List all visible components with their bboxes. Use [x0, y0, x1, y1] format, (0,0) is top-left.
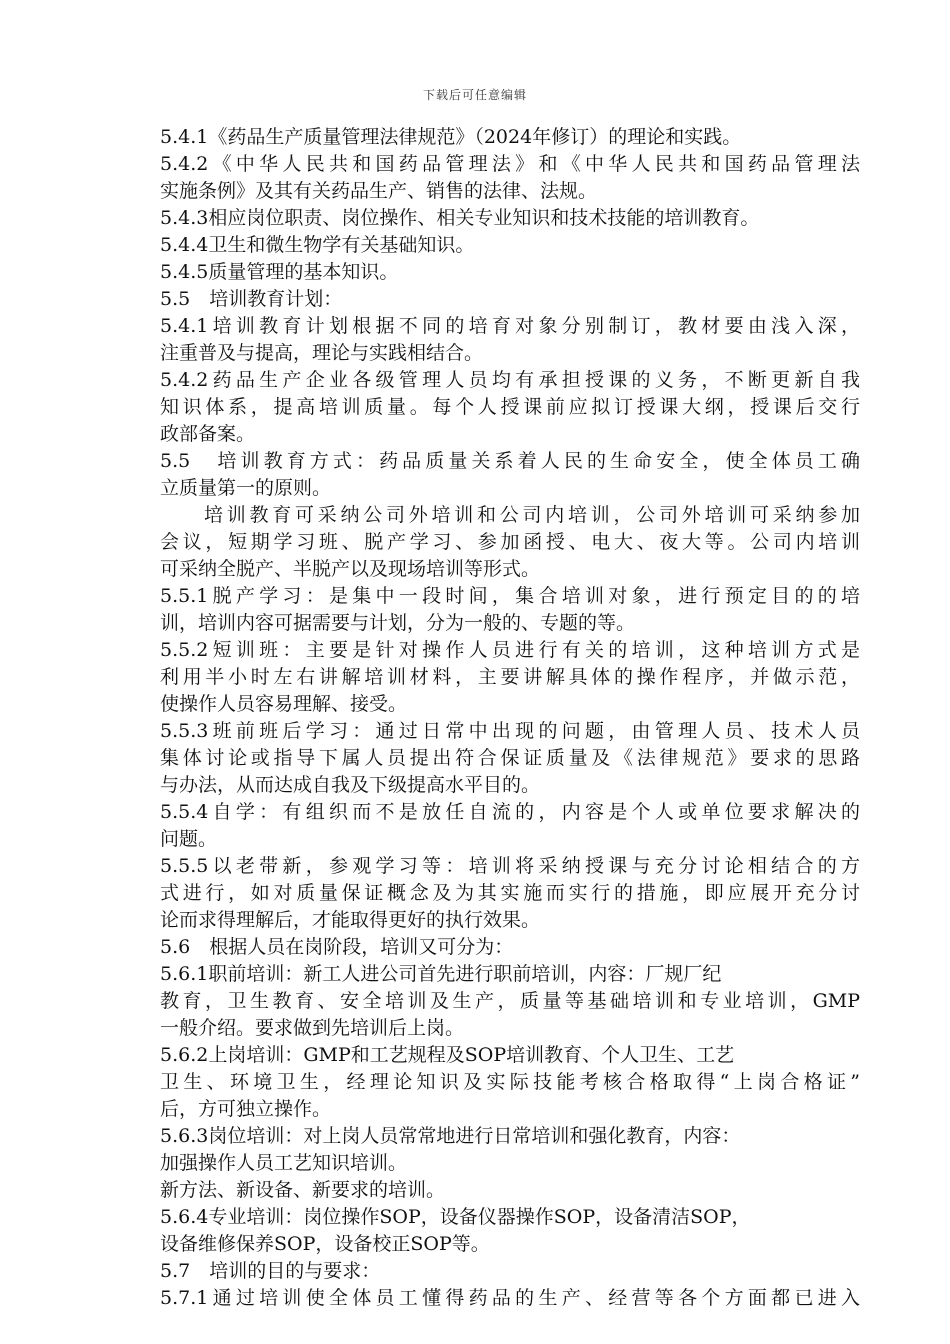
text-line: 卫生、环境卫生，经理论知识及实际技能考核合格取得“上岗合格证”: [160, 1071, 860, 1093]
text-line: 设备维修保养SOP，设备校正SOP等。: [160, 1233, 490, 1255]
text-line: 一般介绍。要求做到先培训后上岗。: [160, 1017, 465, 1039]
text-line: 5.6.2上岗培训：GMP和工艺规程及SOP培训教育、个人卫生、工艺: [160, 1044, 735, 1066]
text-line: 5.5.4自学：有组织而不是放任自流的，内容是个人或单位要求解决的: [160, 801, 860, 823]
text-line: 集体讨论或指导下属人员提出符合保证质量及《法律规范》要求的思路: [160, 747, 860, 769]
text-line: 5.6 根据人员在岗阶段，培训又可分为：: [160, 936, 514, 958]
text-line: 5.6.1职前培训：新工人进公司首先进行职前培训，内容：厂规厂纪: [160, 963, 722, 985]
text-line: 利用半小时左右讲解培训材料，主要讲解具体的操作程序，并做示范，: [160, 666, 860, 688]
text-line: 加强操作人员工艺知识培训。: [160, 1152, 408, 1174]
text-line: 后，方可独立操作。: [160, 1098, 332, 1120]
text-line: 5.4.3相应岗位职责、岗位操作、相关专业知识和技术技能的培训教育。: [160, 207, 760, 229]
text-line: 5.5.2短训班：主要是针对操作人员进行有关的培训，这种培训方式是: [160, 639, 860, 661]
text-line: 实施条例》及其有关药品生产、销售的法律、法规。: [160, 180, 598, 202]
text-line: 会议，短期学习班、脱产学习、参加函授、电大、夜大等。公司内培训: [160, 531, 860, 553]
text-line: 5.4.1《药品生产质量管理法律规范》（2024年修订）的理论和实践。: [160, 126, 742, 148]
text-line: 论而求得理解后，才能取得更好的执行效果。: [160, 909, 541, 931]
text-line: 注重普及与提高，理论与实践相结合。: [160, 342, 484, 364]
text-line: 5.5 培训教育方式：药品质量关系着人民的生命安全，使全体员工确: [160, 450, 860, 472]
text-line: 5.5 培训教育计划：: [160, 288, 343, 310]
text-line: 知识体系，提高培训质量。每个人授课前应拟订授课大纲，授课后交行: [160, 396, 860, 418]
text-line: 培训教育可采纳公司外培训和公司内培训，公司外培训可采纳参加: [204, 504, 860, 526]
text-line: 立质量第一的原则。: [160, 477, 332, 499]
text-line: 5.4.1培训教育计划根据不同的培育对象分别制订，教材要由浅入深，: [160, 315, 860, 337]
text-line: 5.7 培训的目的与要求：: [160, 1260, 381, 1282]
text-line: 5.4.2《中华人民共和国药品管理法》和《中华人民共和国药品管理法: [160, 153, 860, 175]
text-line: 教育，卫生教育、安全培训及生产，质量等基础培训和专业培训，GMP: [160, 990, 860, 1012]
text-line: 问题。: [160, 828, 218, 850]
text-line: 式进行，如对质量保证概念及为其实施而实行的措施，即应展开充分讨: [160, 882, 860, 904]
text-line: 可采纳全脱产、半脱产以及现场培训等形式。: [160, 558, 541, 580]
page-header: 下载后可任意编辑: [422, 88, 527, 102]
text-line: 使操作人员容易理解、接受。: [160, 693, 408, 715]
text-line: 训，培训内容可据需要与计划，分为一般的、专题的等。: [160, 612, 636, 634]
text-line: 5.4.5质量管理的基本知识。: [160, 261, 399, 283]
text-line: 5.6.3岗位培训：对上岗人员常常地进行日常培训和强化教育，内容：: [160, 1125, 741, 1147]
text-line: 5.4.4卫生和微生物学有关基础知识。: [160, 234, 475, 256]
document-body: [160, 124, 860, 1312]
text-line: 5.5.3班前班后学习：通过日常中出现的问题，由管理人员、技术人员: [160, 720, 860, 742]
text-line: 与办法，从而达成自我及下级提高水平目的。: [160, 774, 541, 796]
text-line: 5.5.1脱产学习：是集中一段时间，集合培训对象，进行预定目的的培: [160, 585, 860, 607]
text-line: 5.7.1通过培训使全体员工懂得药品的生产、经营等各个方面都已进入: [160, 1287, 860, 1309]
text-line: 政部备案。: [160, 423, 256, 445]
text-line: 5.5.5以老带新，参观学习等：培训将采纳授课与充分讨论相结合的方: [160, 855, 860, 877]
text-line: 5.4.2药品生产企业各级管理人员均有承担授课的义务，不断更新自我: [160, 369, 860, 391]
text-line: 5.6.4专业培训：岗位操作SOP，设备仪器操作SOP，设备清洁SOP，: [160, 1206, 751, 1228]
text-line: 新方法、新设备、新要求的培训。: [160, 1179, 446, 1201]
